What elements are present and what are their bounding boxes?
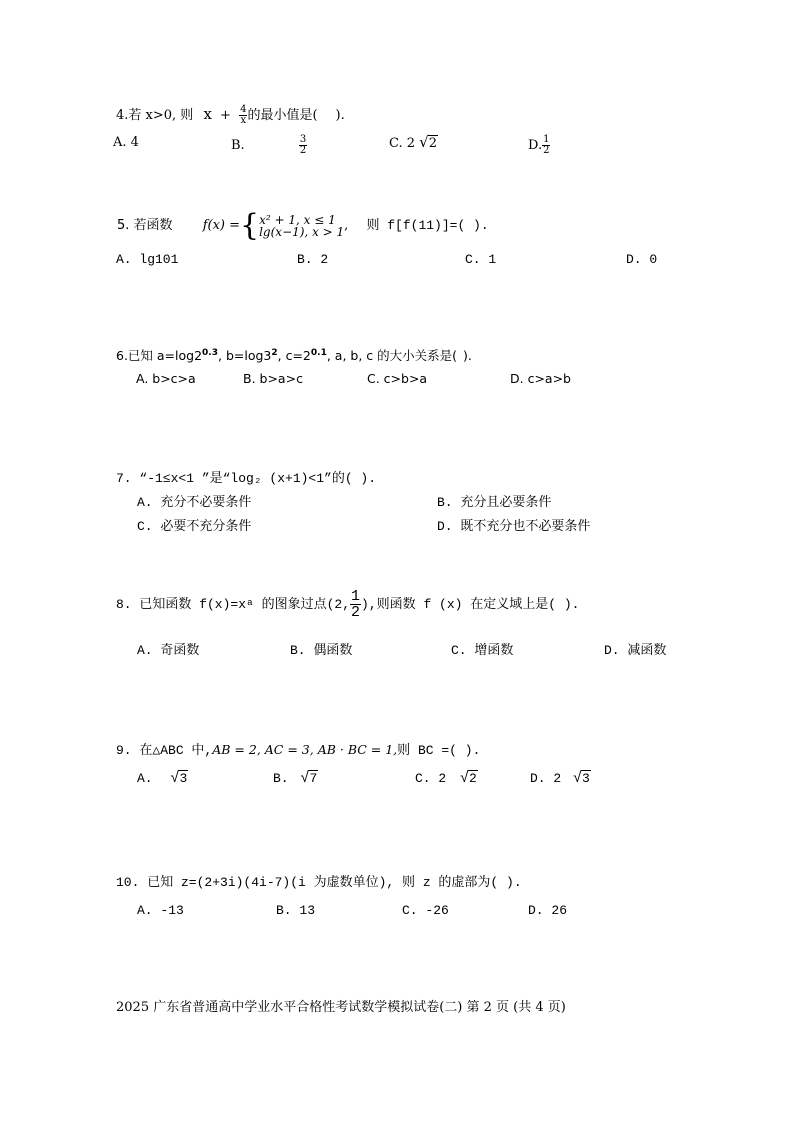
q4-stem-part: 4.若 x>0, 则 <box>116 108 194 123</box>
q4-opt-b-fraction <box>299 135 307 156</box>
q5-function: f(x) = <box>202 218 240 233</box>
q10-option-b: B. 13 <box>276 903 316 918</box>
question-5-stem <box>117 208 489 243</box>
q8-frac-num: 1 <box>351 588 361 605</box>
q6-option-b: B. b>a>c <box>243 371 303 386</box>
q9-opt-b-sqrt: √7 <box>300 770 318 787</box>
q6-sup-b: 2 <box>271 347 278 358</box>
q9-opt-b-label: B. <box>273 771 289 786</box>
question-7-stem: 7. “-1≤x<1 ”是“log₂ (x+1)<1”的( ). <box>116 471 377 486</box>
q4-plus: + <box>220 108 231 123</box>
q8-option-d: D. 减函数 <box>604 643 667 658</box>
question-6-stem <box>116 346 472 364</box>
question-10-stem: 10. 已知 z=(2+3i)(4i-7)(i 为虚数单位), 则 z 的虚部为( ). <box>116 875 522 890</box>
q9-opt-c-sqrt: √2 <box>460 770 477 787</box>
q4-frac-den: x <box>240 115 247 126</box>
q10-option-c: C. -26 <box>402 903 449 918</box>
q4-opt-d-den: 2 <box>543 145 550 156</box>
q9-opt-b-radicand: 7 <box>309 771 318 786</box>
q4-option-b <box>231 135 307 156</box>
q6-option-a: A. b>c>a <box>136 371 196 386</box>
question-8-stem <box>116 589 579 620</box>
q9-option-d <box>530 770 591 787</box>
q4-option-a: A. 4 <box>113 135 139 150</box>
q4-option-d <box>528 135 550 156</box>
q6-sup-c: 0.1 <box>310 347 327 358</box>
q5-cases <box>259 214 344 238</box>
q6-stem-part: , c=2 <box>277 348 311 363</box>
q6-option-c: C. c>b>a <box>367 371 428 386</box>
q4-opt-b-label: B. <box>231 138 245 153</box>
q7-option-b: B. 充分且必要条件 <box>437 495 552 510</box>
q4-opt-d-label: D. <box>528 138 543 153</box>
q8-stem-part: 8. 已知函数 f(x)=xᵃ 的图象过点(2, <box>116 596 351 612</box>
q6-stem-part: ). <box>463 348 472 363</box>
q8-option-c: C. 增函数 <box>451 643 514 658</box>
q9-opt-d-sqrt: √3 <box>573 770 590 787</box>
q9-opt-a-label: A. <box>137 771 153 786</box>
page-footer: 2025 广东省普通高中学业水平合格性考试数学模拟试卷(二) 第 2 页 (共 4 页) <box>116 1000 566 1015</box>
q5-brace: { <box>240 208 260 243</box>
q5-stem-part: 则 f[f(11)]=( ). <box>366 218 489 233</box>
q9-opt-a-radicand: 3 <box>179 771 188 786</box>
q6-option-d: D. c>a>b <box>510 371 571 386</box>
q6-stem-part: , a, b, c 的大小关系是( <box>326 348 458 363</box>
q9-opt-a-sqrt: √3 <box>170 770 188 787</box>
q10-option-a: A. -13 <box>137 903 184 918</box>
q5-option-a: A. lg101 <box>116 252 179 267</box>
q5-option-b: B. 2 <box>297 252 329 267</box>
q4-stem-part: ). <box>335 108 345 123</box>
q5-case-2: lg(x−1), x > 1 <box>259 224 345 239</box>
q4-opt-c-sqrt: √2 <box>419 133 438 151</box>
q5-option-c: C. 1 <box>465 252 497 267</box>
q4-opt-c-radicand: 2 <box>428 136 438 151</box>
q7-option-c: C. 必要不充分条件 <box>137 519 252 534</box>
q5-case-1: x² + 1, x ≤ 1 <box>259 212 336 227</box>
q9-stem-part: 9. 在△ABC 中, <box>116 743 213 758</box>
q7-option-a: A. 充分不必要条件 <box>137 495 252 510</box>
q4-frac-num: 4 <box>240 104 247 115</box>
q4-stem-part: 的最小值是( <box>247 108 318 123</box>
question-4-stem <box>116 104 345 126</box>
q6-sup-a: 0.3 <box>202 347 218 358</box>
q4-opt-b-num: 3 <box>299 134 307 145</box>
q5-stem-part: 5. 若函数 <box>117 218 173 233</box>
q7-option-d: D. 既不充分也不必要条件 <box>437 519 591 534</box>
q9-opt-c-label: C. 2 <box>415 771 447 786</box>
q4-opt-d-fraction <box>542 135 550 156</box>
q9-option-b <box>273 770 318 787</box>
q5-option-d: D. 0 <box>626 252 658 267</box>
q9-opt-d-label: D. 2 <box>530 771 562 786</box>
q4-option-c <box>389 133 438 151</box>
q9-option-c <box>415 770 478 787</box>
q4-opt-b-den: 2 <box>299 145 307 156</box>
q8-stem-part: ),则函数 f (x) 在定义域上是( ). <box>361 596 580 612</box>
q8-frac-den: 2 <box>351 604 361 621</box>
q5-comma: , <box>344 218 349 233</box>
q9-stem-math: AB = 2, AC = 3, AB · BC = 1, <box>212 742 398 757</box>
q6-stem-part: , b=log3 <box>218 348 272 363</box>
q4-opt-c-label: C. 2 <box>389 136 416 151</box>
question-9-stem <box>116 739 480 758</box>
q8-option-a: A. 奇函数 <box>137 643 200 658</box>
q4-opt-d-num: 1 <box>543 134 550 145</box>
q9-stem-part: 则 BC =( ). <box>397 743 481 758</box>
q10-option-d: D. 26 <box>528 903 568 918</box>
q8-fraction <box>350 589 361 620</box>
q9-option-a <box>137 770 188 787</box>
q9-opt-c-radicand: 2 <box>469 771 477 786</box>
q9-opt-d-radicand: 3 <box>582 771 590 786</box>
q6-stem-part: 6.已知 a=log2 <box>116 348 203 363</box>
q4-x: x <box>203 105 212 123</box>
q8-option-b: B. 偶函数 <box>290 643 353 658</box>
